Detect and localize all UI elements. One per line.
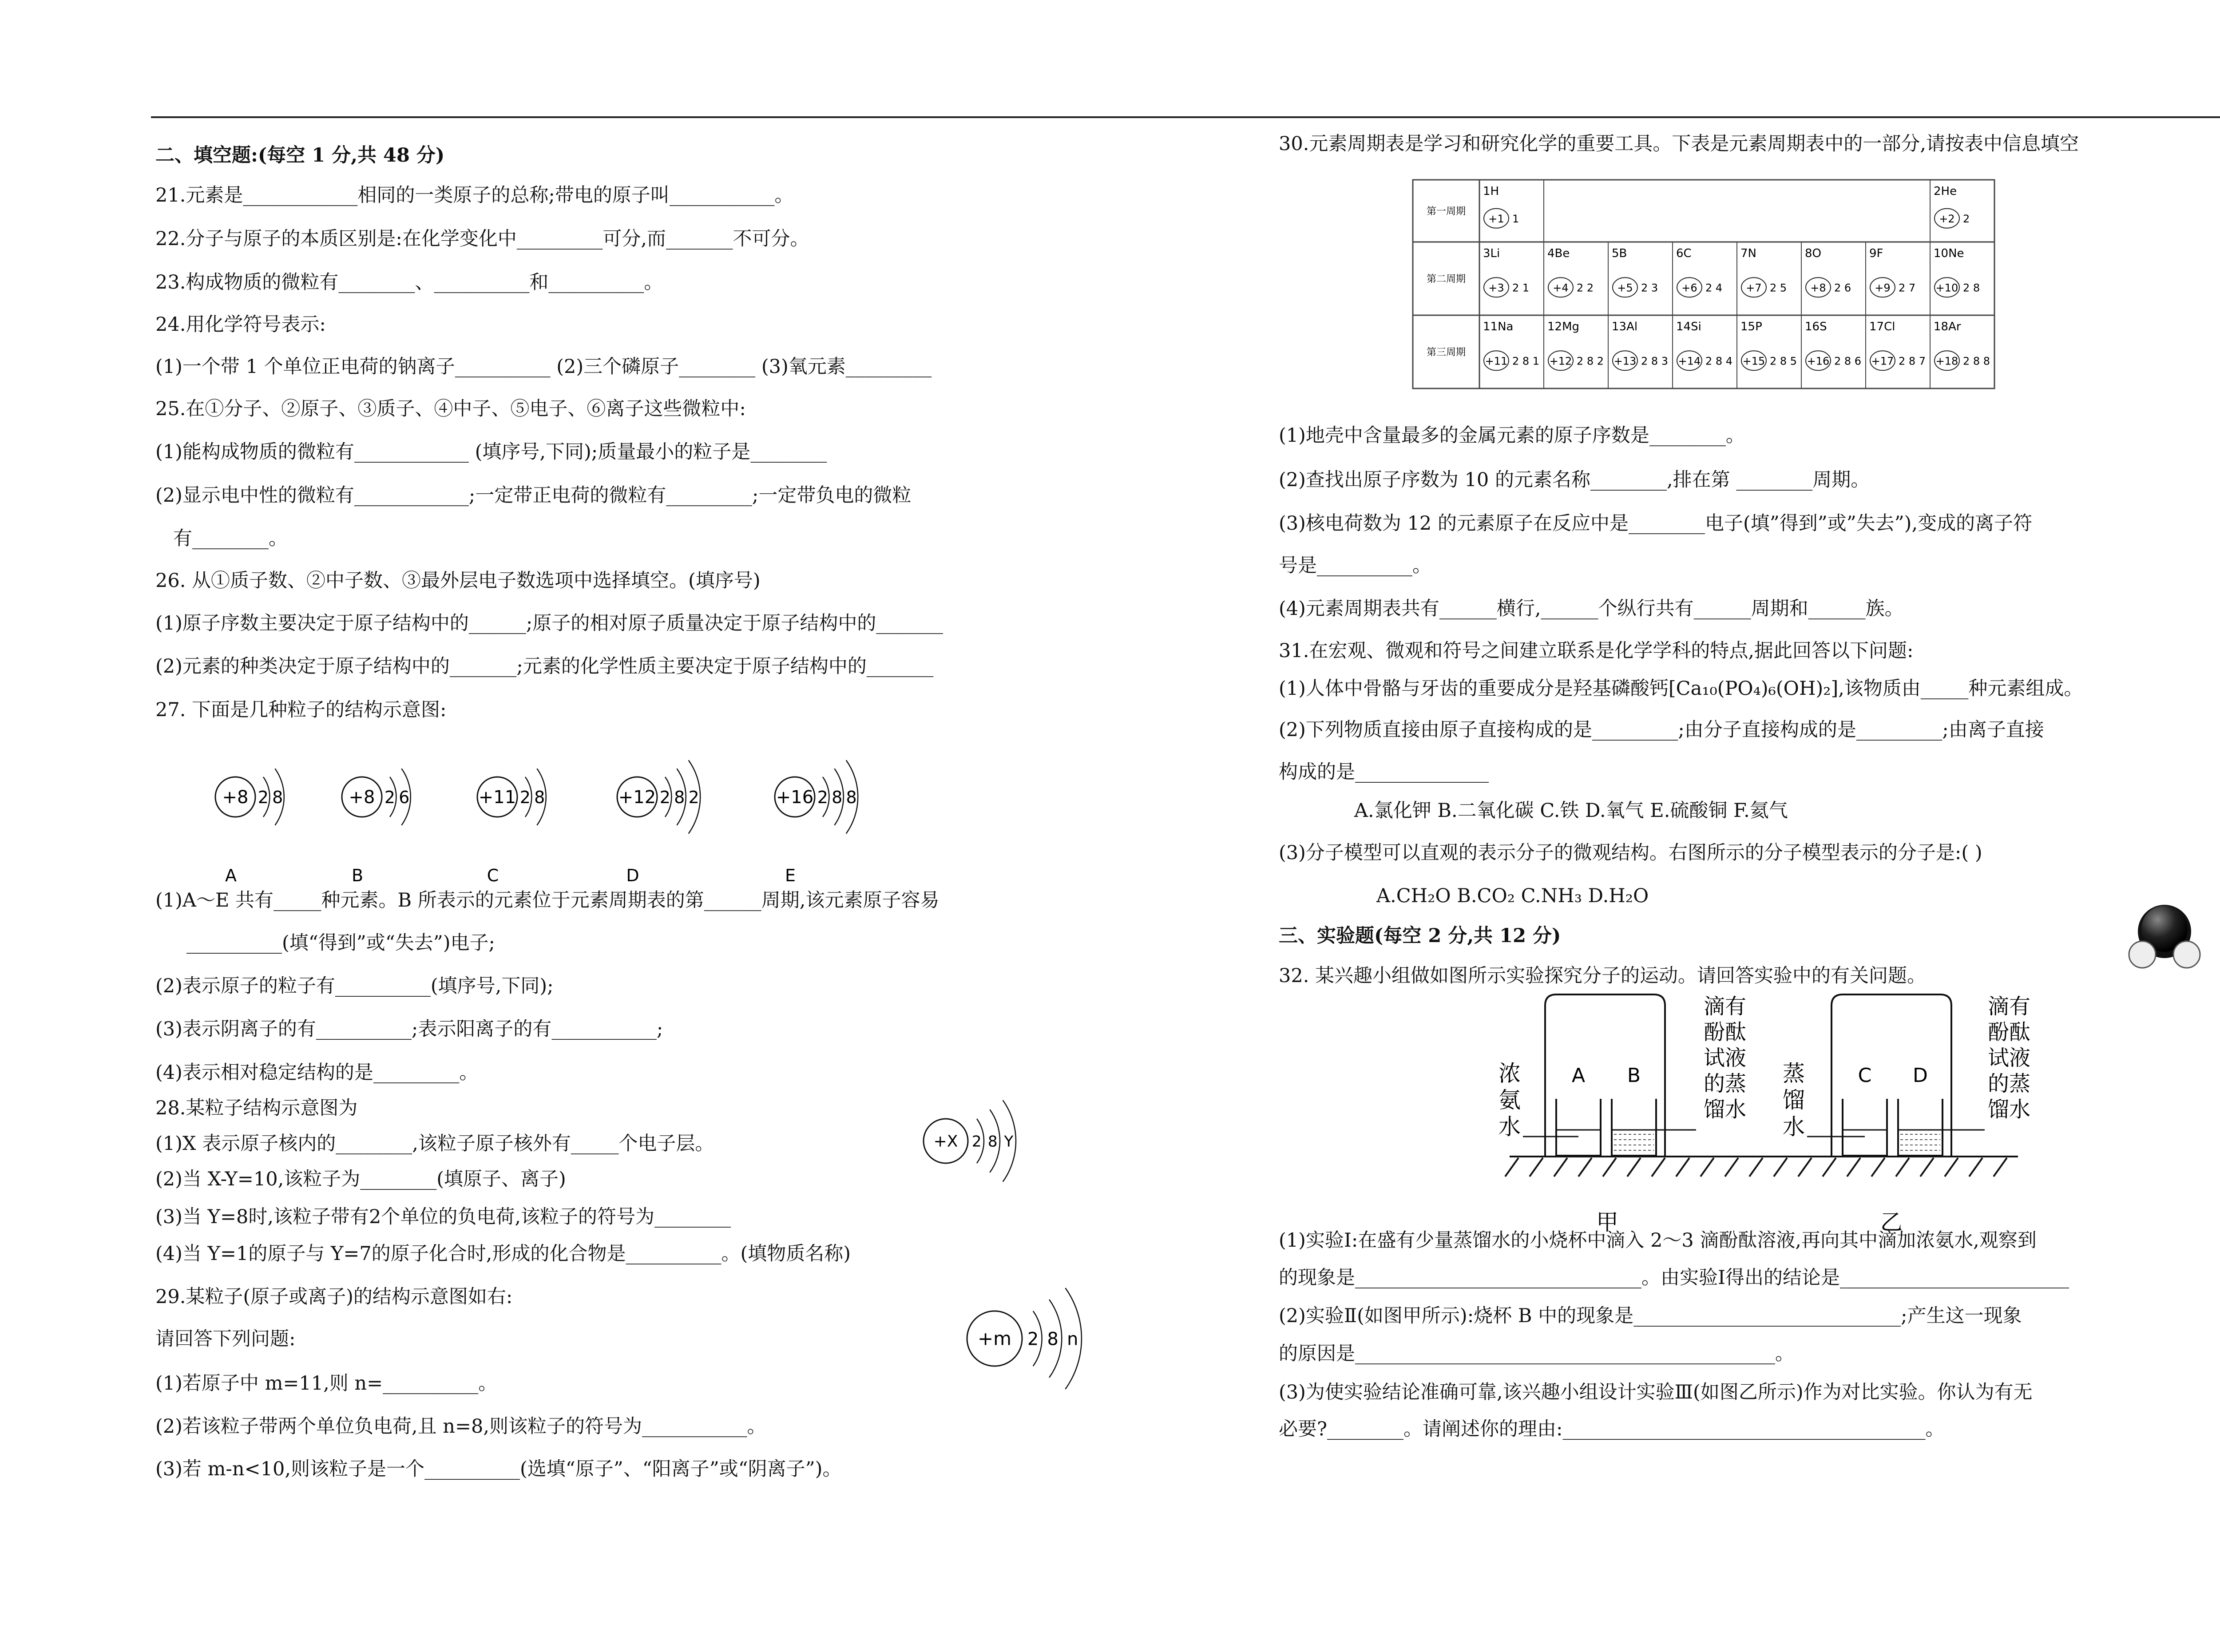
nucleus-charge: +8 (349, 787, 375, 808)
element-symbol: 11Na (1483, 320, 1514, 333)
question-30-4: (4)元素周期表共有______横行,______个纵行共有______周期和______族。 (1279, 598, 1904, 620)
particle-label: B (351, 866, 364, 885)
svg-text:水: 水 (1783, 1114, 1805, 1140)
element-symbol: 7N (1740, 247, 1756, 260)
element-nucleus: +15 (1742, 355, 1765, 368)
question-29: 29.某粒子(原子或离子)的结构示意图如右: (155, 1286, 513, 1308)
hatch-mark (1945, 1158, 1958, 1177)
question-29-2: (2)若该粒子带两个单位负电荷,且 n=8,则该粒子的符号为___________。 (155, 1415, 766, 1438)
element-shells: 2 8 7 (1899, 355, 1926, 368)
particle-C (477, 769, 546, 825)
element-nucleus: +5 (1617, 281, 1633, 294)
shell-electron-count: 2 (688, 788, 699, 807)
hatch-mark (1578, 1158, 1592, 1177)
question-25-1: (1)能构成物质的微粒有____________ (填序号,下同);质量最小的粒子是________ (155, 441, 827, 463)
hatch-mark (1774, 1158, 1787, 1177)
element-nucleus: +8 (1810, 281, 1826, 294)
label-phenolphthalein-water-1 (1704, 994, 1746, 1122)
shell-electron-count: 8 (534, 788, 545, 807)
element-shells: 1 (1512, 212, 1519, 225)
caption-yi: 乙 (1880, 1209, 1903, 1235)
element-cell (1737, 242, 1801, 315)
shell-electron-count: 2 (519, 788, 531, 807)
nucleus-charge: +m (977, 1327, 1012, 1350)
particle-label: E (785, 866, 796, 885)
beaker-label: D (1913, 1064, 1928, 1087)
hatch-mark (1627, 1158, 1641, 1177)
shell-electron-count: 8 (1047, 1329, 1058, 1350)
question-30-3: (3)核电荷数为 12 的元素原子在反应中是________电子(填”得到”或”失去”),变成的离子符 (1279, 512, 2033, 535)
question-30-1: (1)地壳中含量最多的金属元素的原子序数是________。 (1279, 424, 1745, 447)
periodic-table-excerpt (1412, 175, 2087, 406)
beaker-label: B (1627, 1064, 1641, 1087)
element-cell (1737, 315, 1801, 388)
question-32-3: (3)为使实验结论准确可靠,该兴趣小组设计实验Ⅲ(如图乙所示)作为对比实验。你认为有无 (1279, 1381, 2033, 1403)
shell-electron-count: 6 (399, 788, 410, 807)
label-phenolphthalein-water-2 (1988, 994, 2030, 1122)
question-26: 26. 从①质子数、②中子数、③最外层电子数选项中选择填空。(填序号) (155, 570, 761, 592)
nucleus-charge: +11 (478, 787, 516, 808)
beaker-label: C (1858, 1064, 1872, 1087)
question-26-2: (2)元素的种类决定于原子结构中的_______;元素的化学性质主要决定于原子结构中的_______ (155, 655, 934, 677)
element-symbol: 2He (1934, 185, 1957, 198)
question-25-2: (2)显示电中性的微粒有____________;一定带正电荷的微粒有_________;一定带负电的微粒 (155, 484, 912, 507)
question-31-2-cont: 构成的是______________ (1279, 761, 1489, 783)
element-symbol: 15P (1740, 320, 1762, 333)
hatch-mark (1530, 1158, 1543, 1177)
bell-jar-jia (1545, 994, 1665, 1156)
beaker-A (1556, 1099, 1601, 1156)
question-32-3-cont: 必要?________。请阐述你的理由:______________________________________。 (1279, 1418, 1945, 1440)
element-cell (1479, 315, 1544, 388)
shell-electron-count: 2 (384, 788, 395, 807)
element-nucleus: +17 (1871, 355, 1894, 368)
question-27-2: (2)表示原子的粒子有__________(填序号,下同); (155, 975, 554, 997)
question-29-3: (3)若 m-n<10,则该粒子是一个__________(选填“原子”、“阳离子”或“阴离子”)。 (155, 1458, 842, 1480)
element-symbol: 8O (1805, 247, 1822, 260)
element-cell (1608, 315, 1673, 388)
element-nucleus: +3 (1488, 281, 1504, 294)
question-31: 31.在宏观、微观和符号之间建立联系是化学学科的特点,据此回答以下问题: (1279, 640, 1914, 662)
svg-text:试液: 试液 (1703, 1046, 1747, 1070)
particle-diagrams-27 (195, 737, 906, 888)
question-28-1: (1)X 表示原子核内的________,该粒子原子核外有_____个电子层。 (155, 1133, 714, 1155)
svg-text:水: 水 (1498, 1114, 1521, 1140)
element-symbol: 1H (1483, 185, 1499, 198)
question-30: 30.元素周期表是学习和研究化学的重要工具。下表是元素周期表中的一部分,请按表中信息填空 (1279, 133, 2079, 155)
element-cell (1608, 242, 1673, 315)
element-shells: 2 4 (1705, 281, 1723, 294)
element-shells: 2 8 3 (1641, 355, 1669, 368)
element-symbol: 4Be (1547, 247, 1570, 260)
shell-electron-count: 2 (971, 1133, 982, 1151)
nucleus-charge: +X (933, 1132, 958, 1151)
nucleus-charge: +8 (222, 787, 249, 808)
question-31-2: (2)下列物质直接由原子直接构成的是_________;由分子直接构成的是_________;由离子直接 (1279, 719, 2044, 741)
question-22: 22.分子与原子的本质区别是:在化学变化中_________可分,而_______不可分。 (155, 228, 809, 250)
svg-text:馏: 馏 (1783, 1087, 1805, 1113)
element-cell (1479, 180, 1544, 242)
element-cell (1930, 180, 1994, 242)
particle-28 (924, 1100, 1016, 1182)
svg-text:馏水: 馏水 (1987, 1097, 2031, 1122)
question-27: 27. 下面是几种粒子的结构示意图: (155, 699, 447, 721)
period-label: 第三周期 (1426, 347, 1466, 358)
caption-jia: 甲 (1596, 1209, 1618, 1235)
beaker-C (1843, 1099, 1887, 1156)
question-25: 25.在①分子、②原子、③质子、④中子、⑤电子、⑥离子这些微粒中: (155, 398, 746, 420)
question-31-2-options: A.氯化钾 B.二氧化碳 C.铁 D.氧气 E.硫酸铜 F.氦气 (1354, 800, 1788, 822)
particle-diagram-29 (959, 1265, 1137, 1412)
shell-electron-count: 2 (258, 788, 269, 807)
hatch-mark (1603, 1158, 1616, 1177)
question-31-3: (3)分子模型可以直观的表示分子的微观结构。右图所示的分子模型表示的分子是:( ) (1279, 842, 1982, 864)
question-27-1-cont: __________(填“得到”或“失去”)电子; (186, 932, 495, 954)
svg-text:滴有: 滴有 (1987, 994, 2031, 1019)
question-32-1-cont: 的现象是______________________________。由实验Ⅰ得出的结论是________________________ (1279, 1267, 2069, 1289)
hatch-mark (1725, 1158, 1738, 1177)
element-shells: 2 1 (1512, 281, 1530, 294)
bell-jar-yi (1832, 994, 1951, 1156)
element-shells: 2 8 (1963, 281, 1980, 294)
particle-label: C (487, 866, 499, 885)
element-nucleus: +16 (1807, 355, 1830, 368)
element-nucleus: +11 (1485, 355, 1508, 368)
element-cell (1930, 242, 1994, 315)
element-symbol: 9F (1869, 247, 1883, 260)
hatch-mark (1969, 1158, 1982, 1177)
element-shells: 2 8 2 (1577, 355, 1604, 368)
shell-electron-count: 2 (817, 788, 828, 807)
nucleus-charge: +16 (776, 787, 814, 808)
particle-E (775, 760, 858, 833)
hatch-mark (1505, 1158, 1518, 1177)
question-30-3-cont: 号是__________。 (1279, 555, 1431, 577)
element-symbol: 5B (1612, 247, 1627, 260)
question-26-1: (1)原子序数主要决定于原子结构中的______;原子的相对原子质量决定于原子结构中的_______ (155, 612, 943, 634)
period-label: 第一周期 (1426, 206, 1466, 217)
period-label: 第二周期 (1426, 273, 1466, 285)
question-24-parts: (1)一个带 1 个单位正电荷的钠离子__________ (2)三个磷原子________ (3)氧元素_________ (155, 356, 932, 378)
question-23: 23.构成物质的微粒有________、__________和__________。 (155, 271, 663, 293)
hatch-mark (1798, 1158, 1812, 1177)
question-25-2-cont: 有________。 (173, 527, 288, 550)
shell-electron-count: 8 (987, 1133, 998, 1151)
element-cell (1801, 315, 1866, 388)
element-shells: 2 6 (1834, 281, 1851, 294)
element-shells: 2 7 (1899, 281, 1916, 294)
question-21: 21.元素是____________相同的一类原子的总称;带电的原子叫___________。 (155, 184, 794, 206)
section-title-experiment: 三、实验题(每空 2 分,共 12 分) (1279, 925, 1561, 947)
question-27-4: (4)表示相对稳定结构的是_________。 (155, 1062, 479, 1084)
beaker-label: A (1571, 1064, 1586, 1087)
question-28: 28.某粒子结构示意图为 (155, 1097, 358, 1119)
question-29-intro: 请回答下列问题: (155, 1328, 296, 1350)
svg-text:蒸: 蒸 (1783, 1061, 1805, 1086)
hatch-mark (1676, 1158, 1689, 1177)
hatch-mark (1823, 1158, 1836, 1177)
svg-text:试液: 试液 (1987, 1046, 2031, 1070)
element-cell (1544, 315, 1608, 388)
particle-A (215, 769, 284, 825)
shell-electron-count: Y (1004, 1133, 1014, 1151)
element-nucleus: +14 (1678, 355, 1701, 368)
element-cell (1479, 242, 1544, 315)
question-28-4: (4)当 Y=1的原子与 Y=7的原子化合时,形成的化合物是__________。(填物质名称) (155, 1243, 851, 1265)
svg-text:的蒸: 的蒸 (1987, 1071, 2031, 1096)
shell-electron-count: n (1067, 1329, 1078, 1350)
nucleus-charge: +12 (618, 787, 656, 808)
question-30-2: (2)查找出原子序数为 10 的元素名称________,排在第 ________周期。 (1279, 469, 1870, 491)
question-24: 24.用化学符号表示: (155, 313, 326, 336)
element-nucleus: +6 (1681, 281, 1697, 294)
element-shells: 2 3 (1641, 281, 1658, 294)
element-symbol: 6C (1676, 247, 1692, 260)
hatch-mark (1994, 1158, 2007, 1177)
hatch-mark (1920, 1158, 1934, 1177)
element-shells: 2 8 6 (1834, 355, 1862, 368)
label-concentrated-ammonia (1498, 1061, 1521, 1140)
svg-text:馏水: 馏水 (1703, 1097, 1747, 1122)
element-symbol: 18Ar (1934, 320, 1961, 333)
question-32-1: (1)实验Ⅰ:在盛有少量蒸馏水的小烧杯中滴入 2～3 滴酚酞溶液,再向其中滴加浓氨水,观察到 (1279, 1229, 2037, 1252)
question-32-2-cont: 的原因是____________________________________________。 (1279, 1343, 1794, 1365)
hatch-mark (1701, 1158, 1714, 1177)
top-rule (151, 116, 2220, 118)
question-31-3-options: A.CH₂O B.CO₂ C.NH₃ D.H₂O (1376, 885, 1649, 907)
beaker-D (1898, 1099, 1942, 1156)
svg-text:浓: 浓 (1498, 1061, 1521, 1086)
element-nucleus: +12 (1549, 355, 1572, 368)
element-shells: 2 (1963, 212, 1970, 225)
section-title-fill-blank: 二、填空题:(每空 1 分,共 48 分) (155, 144, 445, 166)
question-29-1: (1)若原子中 m=11,则 n=__________。 (155, 1372, 498, 1394)
shell-electron-count: 8 (846, 788, 857, 807)
experiment-figure-32 (1479, 988, 2073, 1241)
element-shells: 2 8 1 (1512, 355, 1540, 368)
element-cell (1866, 242, 1930, 315)
particle-D (617, 760, 700, 833)
question-32: 32. 某兴趣小组做如图所示实验探究分子的运动。请回答实验中的有关问题。 (1279, 965, 1927, 987)
hatch-mark (1554, 1158, 1567, 1177)
element-nucleus: +7 (1746, 281, 1762, 294)
element-cell (1673, 242, 1737, 315)
element-symbol: 12Mg (1547, 320, 1580, 333)
question-31-1: (1)人体中骨骼与牙齿的重要成分是羟基磷酸钙[Ca₁₀(PO₄)₆(OH)₂],该物质由_____种元素组成。 (1279, 677, 2083, 700)
hatch-mark (1749, 1158, 1763, 1177)
element-cell (1866, 315, 1930, 388)
element-shells: 2 8 4 (1705, 355, 1733, 368)
question-28-2: (2)当 X-Y=10,该粒子为________(填原子、离子) (155, 1168, 566, 1190)
element-symbol: 16S (1805, 320, 1827, 333)
label-distilled-water (1783, 1061, 1805, 1140)
particle-29 (967, 1288, 1082, 1389)
element-cell (1673, 315, 1737, 388)
element-shells: 2 8 8 (1963, 355, 1990, 368)
question-27-3: (3)表示阴离子的有__________;表示阳离子的有___________; (155, 1018, 663, 1040)
element-cell (1544, 242, 1608, 315)
svg-text:滴有: 滴有 (1703, 994, 1747, 1019)
shell-electron-count: 8 (674, 788, 685, 807)
element-symbol: 14Si (1676, 320, 1701, 333)
particle-diagram-28 (910, 1097, 1079, 1190)
element-nucleus: +1 (1488, 212, 1504, 225)
element-nucleus: +4 (1553, 281, 1569, 294)
svg-text:的蒸: 的蒸 (1703, 1071, 1747, 1096)
shell-electron-count: 2 (659, 788, 670, 807)
element-nucleus: +18 (1935, 355, 1958, 368)
question-27-1: (1)A～E 共有_____种元素。B 所表示的元素位于元素周期表的第______周期,该元素原子容易 (155, 889, 940, 911)
element-symbol: 10Ne (1934, 247, 1964, 260)
svg-text:酚酞: 酚酞 (1987, 1020, 2031, 1045)
element-cell (1930, 315, 1994, 388)
hatch-mark (1871, 1158, 1885, 1177)
element-nucleus: +9 (1875, 281, 1891, 294)
question-28-3: (3)当 Y=8时,该粒子带有2个单位的负电荷,该粒子的符号为________ (155, 1206, 731, 1228)
element-nucleus: +13 (1613, 355, 1637, 368)
element-shells: 2 2 (1577, 281, 1594, 294)
element-shells: 2 5 (1770, 281, 1787, 294)
particle-B (342, 769, 411, 825)
hatch-mark (1652, 1158, 1665, 1177)
element-symbol: 17Cl (1869, 320, 1895, 333)
shell-electron-count: 8 (272, 788, 283, 807)
shell-electron-count: 8 (832, 788, 843, 807)
question-32-2: (2)实验Ⅱ(如图甲所示):烧杯 B 中的现象是____________________________;产生这一现象 (1279, 1305, 2022, 1327)
element-shells: 2 8 5 (1770, 355, 1797, 368)
element-symbol: 13Al (1612, 320, 1638, 333)
element-symbol: 3Li (1483, 247, 1500, 260)
element-cell (1801, 242, 1866, 315)
particle-label: A (225, 866, 237, 885)
hatch-mark (1896, 1158, 1909, 1177)
svg-text:氨: 氨 (1498, 1087, 1521, 1113)
hatch-mark (1847, 1158, 1860, 1177)
beaker-B (1612, 1099, 1656, 1156)
element-nucleus: +10 (1935, 281, 1958, 294)
molecule-model-image (2122, 897, 2207, 977)
svg-text:酚酞: 酚酞 (1703, 1020, 1747, 1045)
element-nucleus: +2 (1939, 212, 1955, 225)
particle-label: D (626, 866, 639, 885)
shell-electron-count: 2 (1027, 1329, 1039, 1350)
